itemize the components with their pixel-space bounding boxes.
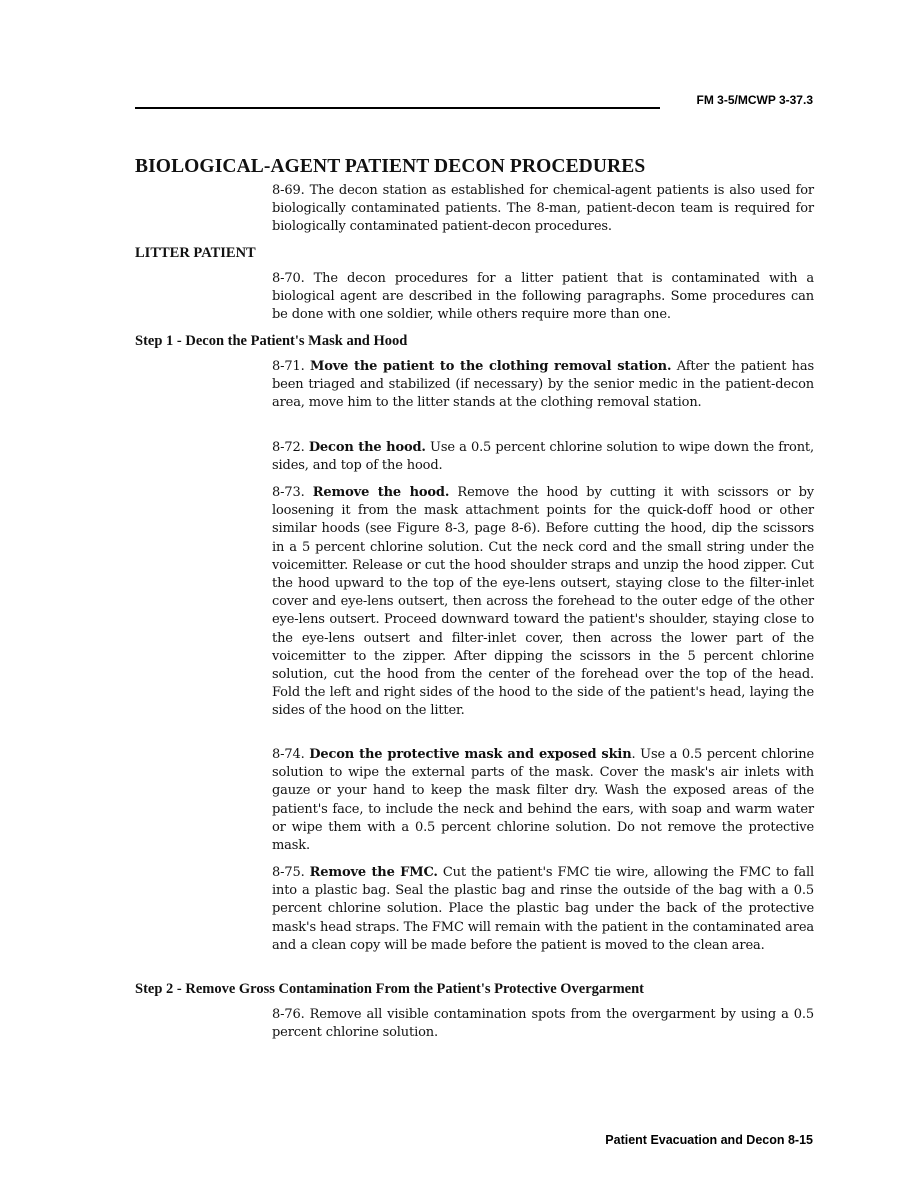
paragraph-title: Decon the hood. [308, 440, 426, 455]
paragraph-8-71 [272, 358, 814, 413]
paragraph-8-74 [272, 746, 814, 855]
paragraph-number: 8-75. [272, 865, 310, 880]
paragraph-8-73 [272, 484, 814, 721]
paragraph-title: Move the patient to the clothing removal station. [309, 359, 672, 374]
paragraph-8-75 [272, 864, 814, 955]
step-1-heading: Step 1 - Decon the Patient's Mask and Hood [135, 333, 408, 349]
paragraph-body: Cut the patient's FMC tie wire, allowing the FMC to fall into a plastic bag. Seal the plastic bag and rinse the outside of the bag with a 0.5 percent chlorine solution. Place the plastic bag under the back of the protective mask's head straps. The FMC will remain with the patient in the contaminated area and a clean copy will be made before the patient is moved to the clean area. [272, 865, 814, 953]
paragraph-8-69: 8-69. The decon station as established for chemical-agent patients is also used for biologically contaminated patients. The 8-man, patient-decon team is required for biologically contaminated patient-decon procedures. [272, 183, 814, 235]
paragraph-title: Remove the hood. [312, 485, 450, 500]
paragraph-body: Remove the hood by cutting it with scissors or by loosening it from the mask attachment points for the quick-doff hood or other similar hoods (see Figure 8-3, page 8-6). Before cutting the hood, dip the scissors in a 5 percent chlorine solution. Cut the neck cord and the small string under the voicemitter. Release or cut the hood shoulder straps and unzip the hood zipper. Cut the hood upward to the top of the eye-lens outsert, staying close to the filter-inlet cover and eye-lens outsert, then across the forehead to the outer edge of the other eye-lens outsert. Proceed downward toward the patient's shoulder, staying close to the eye-lens outsert and filter-inlet cover, then across the lower part of the voicemitter to the zipper. After dipping the scissors in the 5 percent chlorine solution, cut the hood from the center of the forehead over the top of the head. Fold the left and right sides of the hood to the side of the patient's head, laying the sides of the hood on the litter. [272, 485, 815, 719]
paragraph-body: After the patient has been triaged and stabilized (if necessary) by the senior medic in the patient-decon area, move him to the litter stands at the clothing removal station. [272, 359, 815, 411]
paragraph-number: 8-74. [272, 747, 310, 762]
paragraph-body: Use a 0.5 percent chlorine solution to wipe down the front, sides, and top of the hood. [272, 440, 814, 474]
section-heading-litter-patient: LITTER PATIENT [135, 245, 256, 261]
paragraph-number: 8-71. [272, 359, 310, 374]
paragraph-8-76: 8-76. Remove all visible contamination spots from the overgarment by using a 0.5 percent chlorine solution. [272, 1007, 814, 1041]
header-doc-id: FM 3-5/MCWP 3-37.3 [696, 93, 813, 107]
paragraph-title: Decon the protective mask and exposed skin [309, 747, 632, 762]
page-footer: Patient Evacuation and Decon 8-15 [605, 1133, 813, 1147]
paragraph-number: 8-72. [272, 440, 309, 455]
paragraph-number: 8-73. [272, 485, 313, 500]
paragraph-8-70: 8-70. The decon procedures for a litter patient that is contaminated with a biological agent are described in the following paragraphs. Some procedures can be done with one soldier, while others require more than one. [272, 271, 814, 323]
header-rule [135, 107, 660, 109]
paragraph-body: . Use a 0.5 percent chlorine solution to wipe the external parts of the mask. Cover the mask's air inlets with gauze or your hand to keep the mask filter dry. Wash the exposed areas of the patient's face, to include the neck and behind the ears, with soap and warm water or wipe them with a 0.5 percent chlorine solution. Do not remove the protective mask. [272, 747, 815, 854]
paragraph-8-72 [272, 439, 814, 475]
step-2-heading: Step 2 - Remove Gross Contamination From the Patient's Protective Overgarment [135, 981, 645, 997]
page-title: BIOLOGICAL-AGENT PATIENT DECON PROCEDURES [135, 156, 646, 177]
paragraph-title: Remove the FMC. [309, 865, 438, 880]
